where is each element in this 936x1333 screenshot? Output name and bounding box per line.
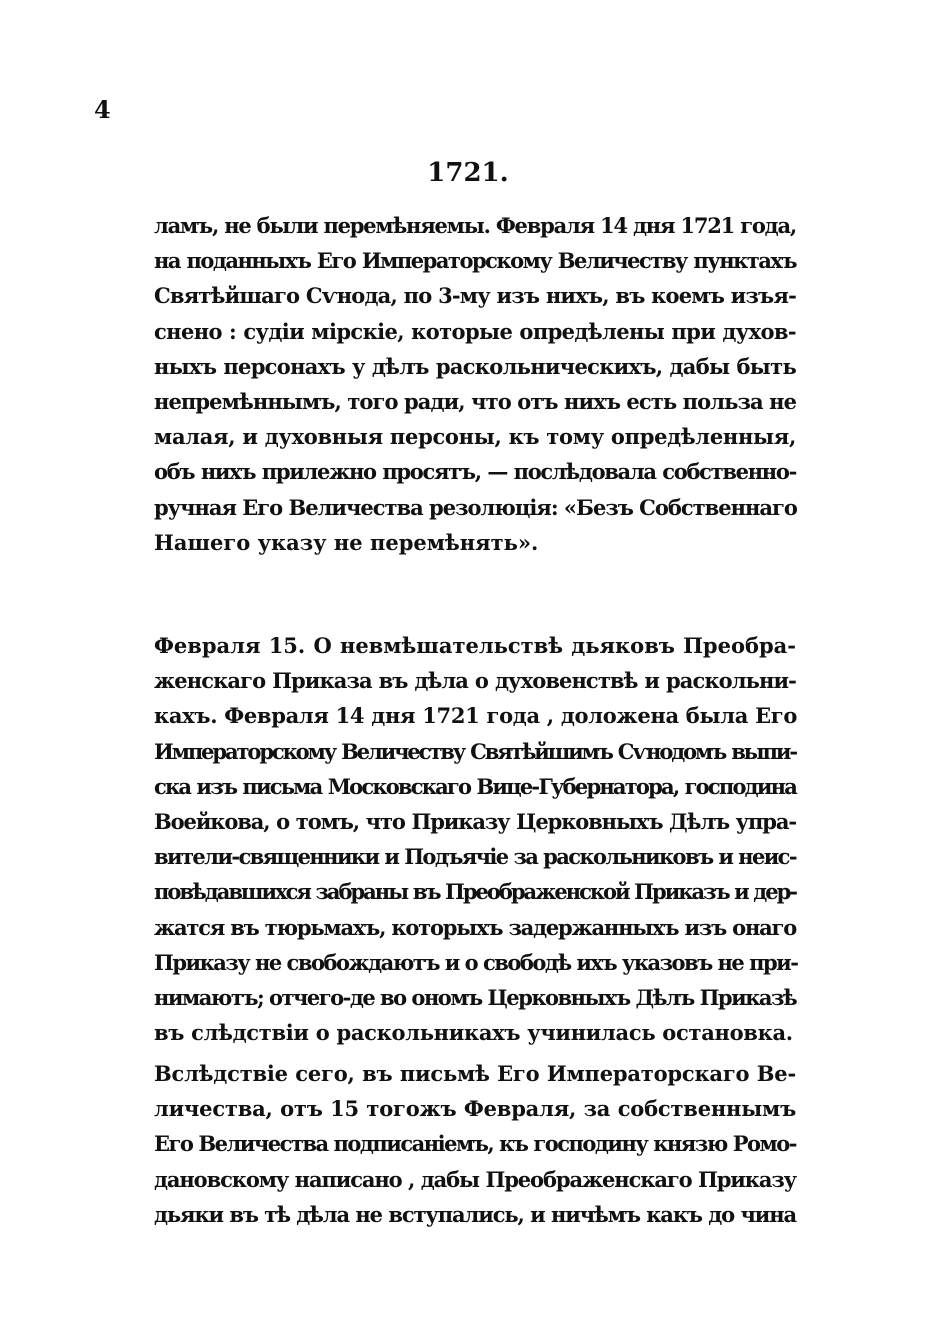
paragraph-continuation — [154, 208, 796, 560]
text-line: нимаютъ; отчего-де во ономъ Церковныхъ Дѣлъ Приказѣ — [154, 984, 797, 1010]
text-line: Императорскому Величеству Святѣйшимъ Сѵнодомъ выпи- — [154, 738, 796, 764]
text-line: снено : судіи мірскіе, которые опредѣлены при духов- — [154, 318, 796, 344]
text-line: Нашего указу не перемѣнять». — [154, 529, 539, 555]
text-line: непремѣннымъ, того ради, что отъ нихъ есть польза не — [154, 388, 797, 414]
text-line: Его Величества подписаніемъ, къ господину князю Ромо- — [154, 1131, 796, 1157]
text-line: вители-священники и Подъячіе за раскольниковъ и неис- — [154, 844, 796, 870]
text-line: Вслѣдствіе сего, въ письмѣ Его Императорскаго Ве- — [154, 1061, 796, 1086]
text-line: Приказу не свобождаютъ и о свободѣ ихъ указовъ не при- — [154, 949, 798, 975]
text-line: дановскому написано , дабы Преображенскаго Приказу — [154, 1166, 796, 1192]
text-line: ламъ, не были перемѣняемы. Февраля 14 дня 1721 года, — [154, 213, 796, 238]
paragraph-decree-feb-15 — [154, 628, 796, 1050]
page-number: 4 — [94, 95, 111, 124]
text-line: малая, и духовныя персоны, къ тому опредѣленныя, — [154, 424, 796, 450]
paragraph-consequence — [154, 1056, 796, 1232]
text-line: ручная Его Величества резолюція: «Безъ Собственнаго — [154, 494, 797, 520]
text-line: ска изъ письма Московскаго Вице-Губернатора, господина — [154, 773, 796, 799]
text-line: повѣдавшихся забраны въ Преображенской Приказъ и дер- — [154, 879, 796, 905]
text-line: объ нихъ прилежно просятъ, — послѣдовала собственно- — [154, 459, 796, 485]
text-line: жатся въ тюрьмахъ, которыхъ задержанныхъ изъ онаго — [154, 914, 796, 940]
text-line: кахъ. Февраля 14 дня 1721 года , доложена была Его — [154, 703, 798, 729]
text-line: Святѣйшаго Сѵнода, по 3-му изъ нихъ, въ коемъ изъя- — [154, 283, 796, 309]
text-line: ныхъ персонахъ у дѣлъ раскольническихъ, дабы быть — [154, 353, 796, 379]
text-line: въ слѣдствіи о раскольникахъ учинилась остановка. — [154, 1020, 793, 1046]
text-line: дьяки въ тѣ дѣла не вступались, и ничѣмъ какъ до чина — [154, 1201, 796, 1227]
text-line: женскаго Приказа въ дѣла о духовенствѣ и раскольни- — [154, 668, 796, 694]
text-line: Февраля 15. О невмѣшательствѣ дьяковъ Преобра- — [154, 633, 796, 658]
text-line: на поданныхъ Его Императорскому Величеству пунктахъ — [154, 248, 796, 274]
year-header: 1721. — [427, 158, 509, 188]
text-line: Воейкова, о томъ, что Приказу Церковныхъ Дѣлъ упра- — [154, 808, 796, 834]
text-line: личества, отъ 15 тогожъ Февраля, за собственнымъ — [154, 1096, 796, 1122]
